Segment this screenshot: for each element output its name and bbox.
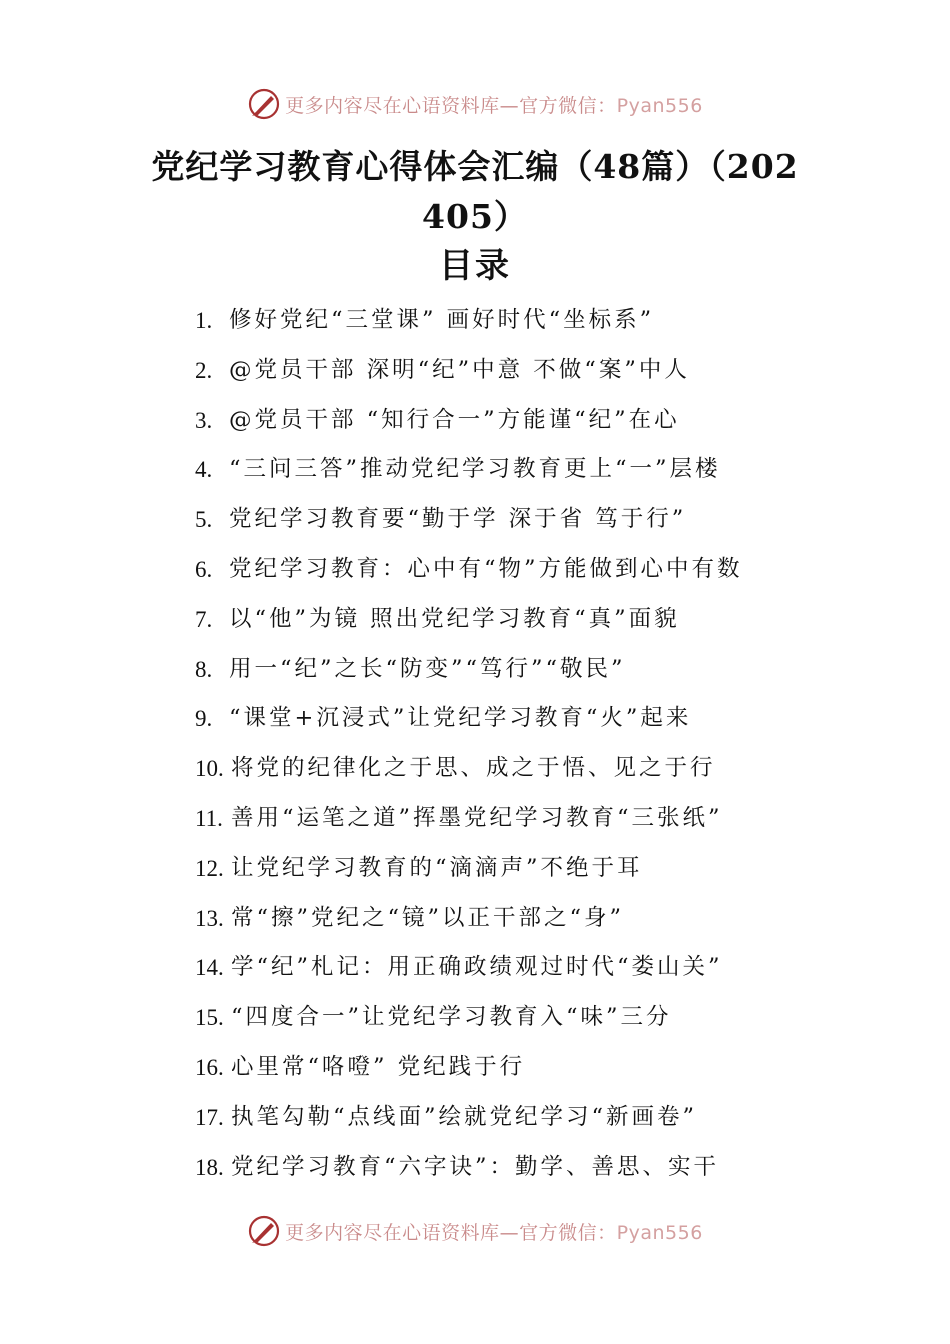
list-item bbox=[195, 694, 835, 744]
toc-entry-text: 以“他”为镜 照出党纪学习教育“真”面貌 bbox=[229, 605, 680, 632]
list-item bbox=[195, 645, 835, 695]
toc-entry-text: 将党的纪律化之于思、成之于悟、见之于行 bbox=[231, 755, 716, 782]
toc-entry-text: 党纪学习教育要“勤于学 深于省 笃于行” bbox=[229, 506, 687, 533]
list-item bbox=[195, 495, 835, 545]
toc-entry-text: @党员干部 “知行合一”方能谨“纪”在心 bbox=[229, 406, 680, 433]
quill-pen-icon bbox=[247, 87, 281, 121]
list-item bbox=[195, 744, 835, 794]
toc-number: 8. bbox=[195, 656, 213, 682]
toc-number: 14. bbox=[195, 955, 224, 981]
toc-entry-text: 修好党纪“三堂课” 画好时代“坐标系” bbox=[229, 307, 655, 333]
toc-number: 17. bbox=[195, 1104, 224, 1130]
toc-number: 18. bbox=[195, 1154, 224, 1180]
toc-number: 5. bbox=[195, 507, 213, 533]
toc-number: 4. bbox=[195, 457, 213, 483]
list-item bbox=[195, 1043, 835, 1093]
toc-number: 7. bbox=[195, 606, 213, 632]
list-item bbox=[195, 943, 835, 993]
toc-entry-text: 心里常“咯噔” 党纪践于行 bbox=[231, 1053, 526, 1080]
list-item bbox=[195, 396, 835, 446]
watermark-text: 更多内容尽在心语资料库—官方微信：Pyan556 bbox=[285, 94, 703, 117]
toc-number: 13. bbox=[195, 905, 224, 931]
toc-entry-text: 让党纪学习教育的“滴滴声”不绝于耳 bbox=[231, 854, 643, 881]
toc-entry-text: 用一“纪”之长“防变”“笃行”“敬民” bbox=[229, 655, 626, 682]
toc-entry-text: 党纪学习教育“六字诀”：勤学、善思、实干 bbox=[231, 1153, 720, 1180]
toc-entry-text: “课堂+沉浸式”让党纪学习教育“火”起来 bbox=[229, 705, 692, 732]
list-item bbox=[195, 1093, 835, 1143]
toc-number: 15. bbox=[195, 1005, 224, 1031]
list-item bbox=[195, 1143, 835, 1193]
toc-entry-text: 党纪学习教育：心中有“物”方能做到心中有数 bbox=[229, 555, 743, 582]
list-item bbox=[195, 894, 835, 944]
toc-entry-text: 学“纪”札记：用正确政绩观过时代“娄山关” bbox=[231, 954, 723, 981]
watermark-brand: Pyan556 bbox=[616, 1221, 703, 1244]
watermark-brand: Pyan556 bbox=[616, 94, 703, 117]
list-item bbox=[195, 794, 835, 844]
list-item bbox=[195, 346, 835, 396]
quill-pen-icon bbox=[247, 1214, 281, 1248]
list-item bbox=[195, 445, 835, 495]
toc-heading: 目录 bbox=[439, 246, 511, 286]
toc-entry-text: 执笔勾勒“点线面”绘就党纪学习“新画卷” bbox=[231, 1103, 698, 1130]
list-item bbox=[195, 296, 835, 346]
toc-number: 11. bbox=[195, 805, 223, 831]
toc-number: 16. bbox=[195, 1054, 224, 1080]
list-item bbox=[195, 595, 835, 645]
toc-number: 2. bbox=[195, 357, 213, 383]
toc-number: 12. bbox=[195, 855, 224, 881]
toc-number: 1. bbox=[195, 308, 213, 333]
toc-entry-text: @党员干部 深明“纪”中意 不做“案”中人 bbox=[229, 356, 690, 383]
toc-number: 10. bbox=[195, 756, 224, 782]
watermark-text: 更多内容尽在心语资料库—官方微信：Pyan556 bbox=[285, 1221, 703, 1244]
toc-number: 6. bbox=[195, 556, 213, 582]
toc-number: 9. bbox=[195, 706, 213, 732]
list-item bbox=[195, 993, 835, 1043]
toc-entry-text: “三问三答”推动党纪学习教育更上“一”层楼 bbox=[229, 456, 721, 483]
toc-number: 3. bbox=[195, 407, 213, 433]
toc-entry-text: 常“擦”党纪之“镜”以正干部之“身” bbox=[231, 904, 625, 931]
list-item bbox=[195, 545, 835, 595]
toc-entry-text: “四度合一”让党纪学习教育入“味”三分 bbox=[231, 1004, 672, 1031]
list-item bbox=[195, 844, 835, 894]
footer-watermark bbox=[0, 1213, 950, 1249]
document-title: 党纪学习教育心得体会汇编（48篇）（202405） bbox=[151, 147, 799, 236]
table-of-contents bbox=[195, 296, 835, 1192]
header-watermark bbox=[0, 86, 950, 122]
toc-entry-text: 善用“运笔之道”挥墨党纪学习教育“三张纸” bbox=[231, 804, 723, 831]
